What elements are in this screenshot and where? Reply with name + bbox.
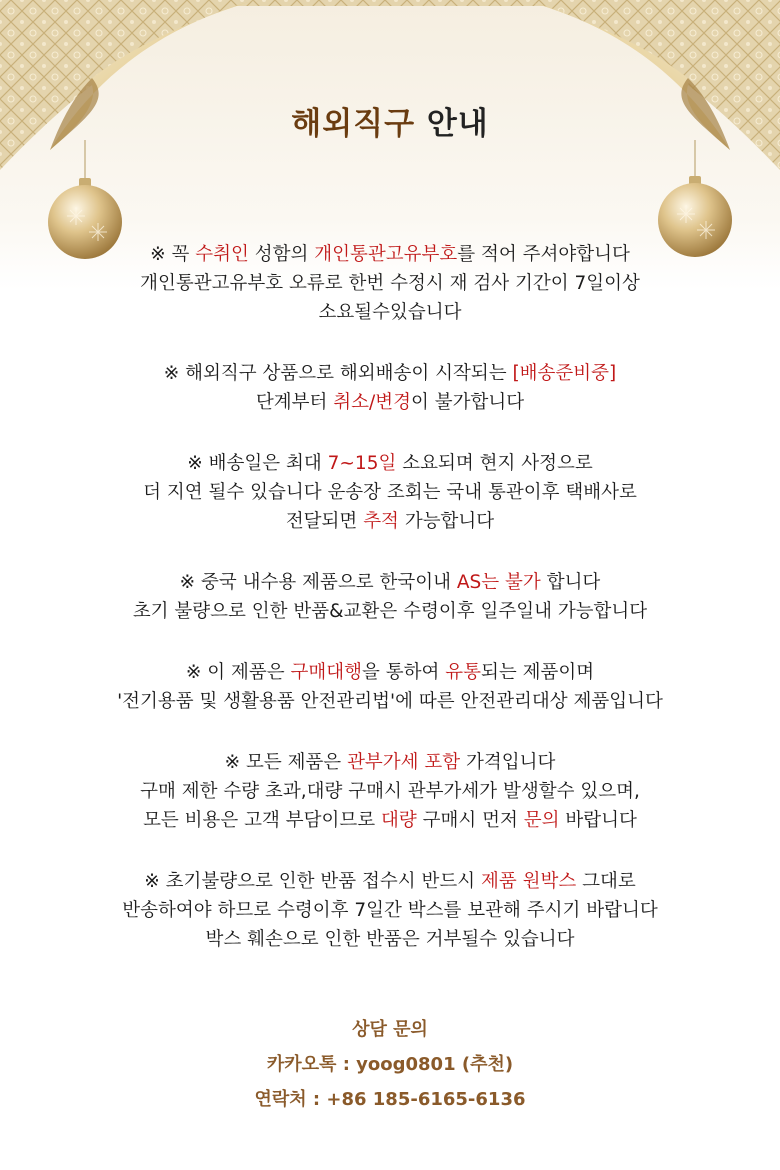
notice-line — [0, 748, 780, 777]
notice-line — [0, 478, 780, 507]
contact-heading: 상담 문의 — [352, 1019, 428, 1040]
notice-line — [0, 507, 780, 536]
notice-line — [0, 806, 780, 835]
notice-line — [0, 777, 780, 806]
highlight-text: AS는 불가 — [456, 572, 541, 593]
notice-text: 바랍니다 — [559, 810, 637, 831]
highlight-text: 개인통관고유부호 — [314, 244, 458, 265]
notice-text: 반송하여야 하므로 수령이후 7일간 박스를 보관해 주시기 바랍니다 — [122, 900, 658, 921]
notice-text: 가능합니다 — [398, 511, 495, 532]
notice-line — [0, 359, 780, 388]
notice-text: 을 통하여 — [362, 662, 446, 683]
notice-list — [0, 240, 780, 986]
notice-line — [0, 687, 780, 716]
notice-text: ※ 초기불량으로 인한 반품 접수시 반드시 — [144, 871, 481, 892]
notice-text: ※ 이 제품은 — [185, 662, 291, 683]
page-title — [0, 98, 780, 143]
notice-line — [0, 298, 780, 327]
notice-text: 개인통관고유부호 오류로 한번 수정시 재 검사 기간이 7일이상 — [140, 273, 640, 294]
notice-line — [0, 388, 780, 417]
highlight-text: [배송준비중] — [512, 363, 617, 384]
notice-line — [0, 896, 780, 925]
highlight-text: 문의 — [523, 810, 560, 831]
notice-text: ※ 중국 내수용 제품으로 한국이내 — [179, 572, 457, 593]
notice-text: 그대로 — [576, 871, 636, 892]
contact-phone: 연락처 : +86 185-6165-6136 — [254, 1089, 526, 1110]
notice-text: ※ 꼭 — [150, 244, 196, 265]
highlight-text: 제품 원박스 — [480, 871, 577, 892]
notice-text: 를 적어 주셔야합니다 — [457, 244, 630, 265]
notice-block — [0, 240, 780, 327]
highlight-text: 구매대행 — [290, 662, 362, 683]
notice-text: 소요되며 현지 사정으로 — [396, 453, 593, 474]
notice-text: 성함의 — [248, 244, 315, 265]
highlight-text: 관부가세 포함 — [347, 752, 461, 773]
notice-line — [0, 568, 780, 597]
notice-text: 전달되면 — [285, 511, 364, 532]
highlight-text: 유통 — [445, 662, 481, 683]
notice-text: 가격입니다 — [460, 752, 556, 773]
notice-text: 이 불가합니다 — [410, 392, 525, 413]
notice-text: 합니다 — [540, 572, 601, 593]
notice-line — [0, 597, 780, 626]
title-part1: 해외직구 — [291, 106, 416, 142]
notice-block — [0, 867, 780, 954]
contact-kakao: 카카오톡 : yoog0801 (추천) — [266, 1054, 514, 1075]
notice-text: 초기 불량으로 인한 반품&교환은 수령이후 일주일내 가능합니다 — [132, 601, 648, 622]
highlight-text: 7~15일 — [327, 453, 397, 474]
notice-text: 더 지연 될수 있습니다 운송장 조회는 국내 통관이후 택배사로 — [143, 482, 637, 503]
notice-line — [0, 867, 780, 896]
notice-line — [0, 449, 780, 478]
notice-text: 모든 비용은 고객 부담이므로 — [143, 810, 382, 831]
highlight-text: 수취인 — [195, 244, 249, 265]
highlight-text: 대량 — [381, 810, 417, 831]
notice-line — [0, 269, 780, 298]
highlight-text: 추적 — [363, 511, 399, 532]
notice-text: ※ 모든 제품은 — [224, 752, 348, 773]
notice-text: '전기용품 및 생활용품 안전관리법'에 따른 안전관리대상 제품입니다 — [117, 691, 663, 712]
notice-text: 되는 제품이며 — [481, 662, 595, 683]
notice-line — [0, 240, 780, 269]
notice-text: 단계부터 — [255, 392, 334, 413]
notice-line — [0, 925, 780, 954]
notice-block — [0, 449, 780, 536]
highlight-text: 취소/변경 — [333, 392, 411, 413]
notice-text: 박스 훼손으로 인한 반품은 거부될수 있습니다 — [205, 929, 575, 950]
contact-section — [0, 1012, 780, 1117]
notice-text: 구매시 먼저 — [416, 810, 524, 831]
notice-text: ※ 해외직구 상품으로 해외배송이 시작되는 — [163, 363, 513, 384]
notice-line — [0, 658, 780, 687]
notice-block — [0, 748, 780, 835]
notice-block — [0, 359, 780, 417]
notice-block — [0, 568, 780, 626]
title-part2: 안내 — [426, 106, 489, 142]
notice-text: ※ 배송일은 최대 — [187, 453, 328, 474]
notice-text: 소요될수있습니다 — [318, 302, 462, 323]
notice-block — [0, 658, 780, 716]
notice-text: 구매 제한 수량 초과,대량 구매시 관부가세가 발생할수 있으며, — [140, 781, 640, 802]
